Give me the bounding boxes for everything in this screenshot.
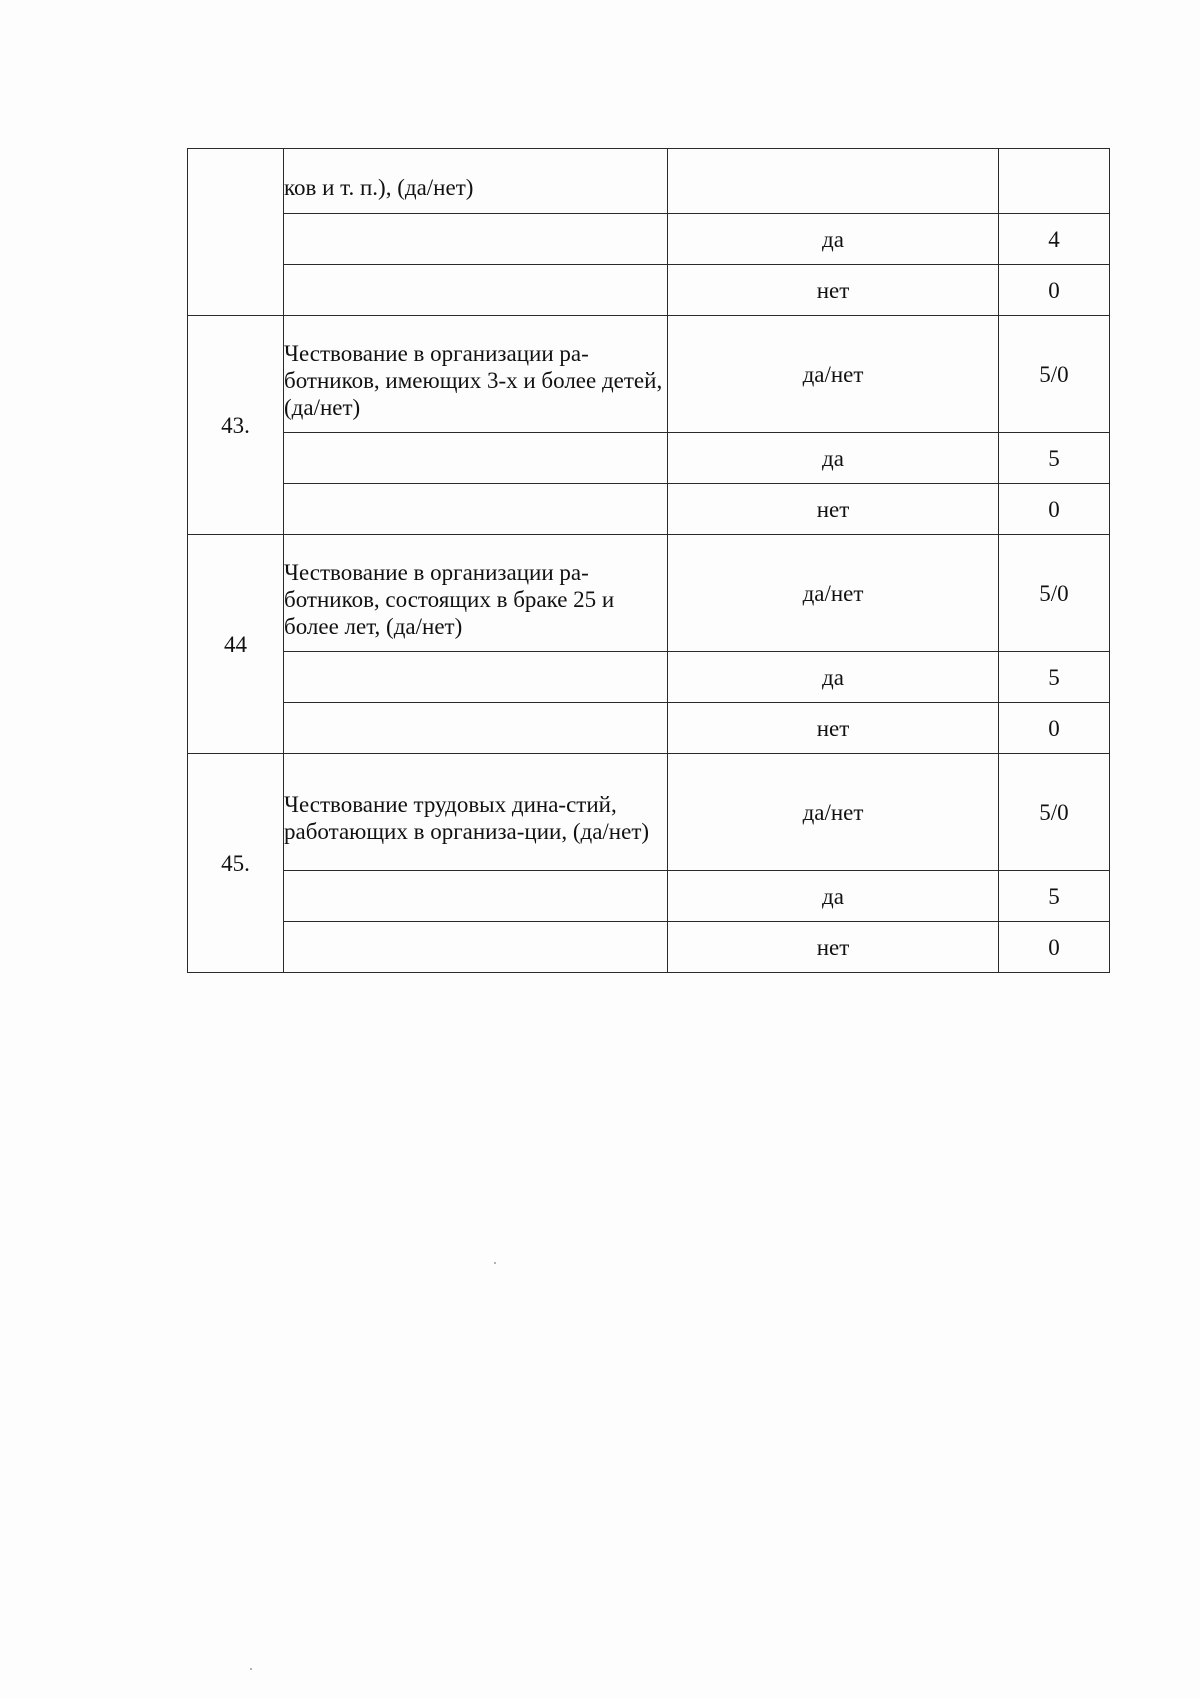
table-row (188, 922, 1110, 973)
item-number: 44 (188, 535, 284, 754)
option-label: нет (668, 703, 999, 754)
option-label: да (668, 214, 999, 265)
table-row (188, 703, 1110, 754)
item-value: да/нет (668, 535, 999, 652)
item-description: Чествование трудовых дина-стий, работающих в организа-ции, (да/нет) (284, 754, 668, 871)
table-row (188, 149, 1110, 214)
option-score: 0 (999, 265, 1110, 316)
option-label: да (668, 652, 999, 703)
empty-description-cell (284, 922, 668, 973)
item-value: да/нет (668, 754, 999, 871)
table-row (188, 871, 1110, 922)
option-label: нет (668, 265, 999, 316)
scan-speck (494, 1262, 496, 1264)
item-description: Чествование в организации ра-ботников, состоящих в браке 25 и более лет, (да/нет) (284, 535, 668, 652)
table-row (188, 535, 1110, 652)
option-label: да (668, 433, 999, 484)
item-score: 5/0 (999, 754, 1110, 871)
table-row (188, 265, 1110, 316)
criteria-table (187, 148, 1110, 973)
empty-description-cell (284, 265, 668, 316)
empty-description-cell (284, 652, 668, 703)
item-description: ков и т. п.), (да/нет) (284, 149, 668, 214)
empty-description-cell (284, 484, 668, 535)
item-description: Чествование в организации ра-ботников, имеющих 3-х и более детей, (да/нет) (284, 316, 668, 433)
item-value: да/нет (668, 316, 999, 433)
option-label: да (668, 871, 999, 922)
empty-description-cell (284, 871, 668, 922)
scan-speck (250, 1668, 252, 1670)
option-label: нет (668, 922, 999, 973)
item-score: 5/0 (999, 316, 1110, 433)
item-number: 45. (188, 754, 284, 973)
option-score: 5 (999, 433, 1110, 484)
item-number-cell (188, 149, 284, 316)
item-score: 5/0 (999, 535, 1110, 652)
empty-description-cell (284, 214, 668, 265)
option-score: 5 (999, 871, 1110, 922)
empty-description-cell (284, 433, 668, 484)
item-number: 43. (188, 316, 284, 535)
option-label: нет (668, 484, 999, 535)
item-value-cell (668, 149, 999, 214)
option-score: 4 (999, 214, 1110, 265)
table-row (188, 214, 1110, 265)
table-row (188, 316, 1110, 433)
option-score: 5 (999, 652, 1110, 703)
table-row (188, 433, 1110, 484)
table-row (188, 652, 1110, 703)
option-score: 0 (999, 484, 1110, 535)
table-row (188, 484, 1110, 535)
option-score: 0 (999, 703, 1110, 754)
item-score-cell (999, 149, 1110, 214)
table-row (188, 754, 1110, 871)
empty-description-cell (284, 703, 668, 754)
option-score: 0 (999, 922, 1110, 973)
